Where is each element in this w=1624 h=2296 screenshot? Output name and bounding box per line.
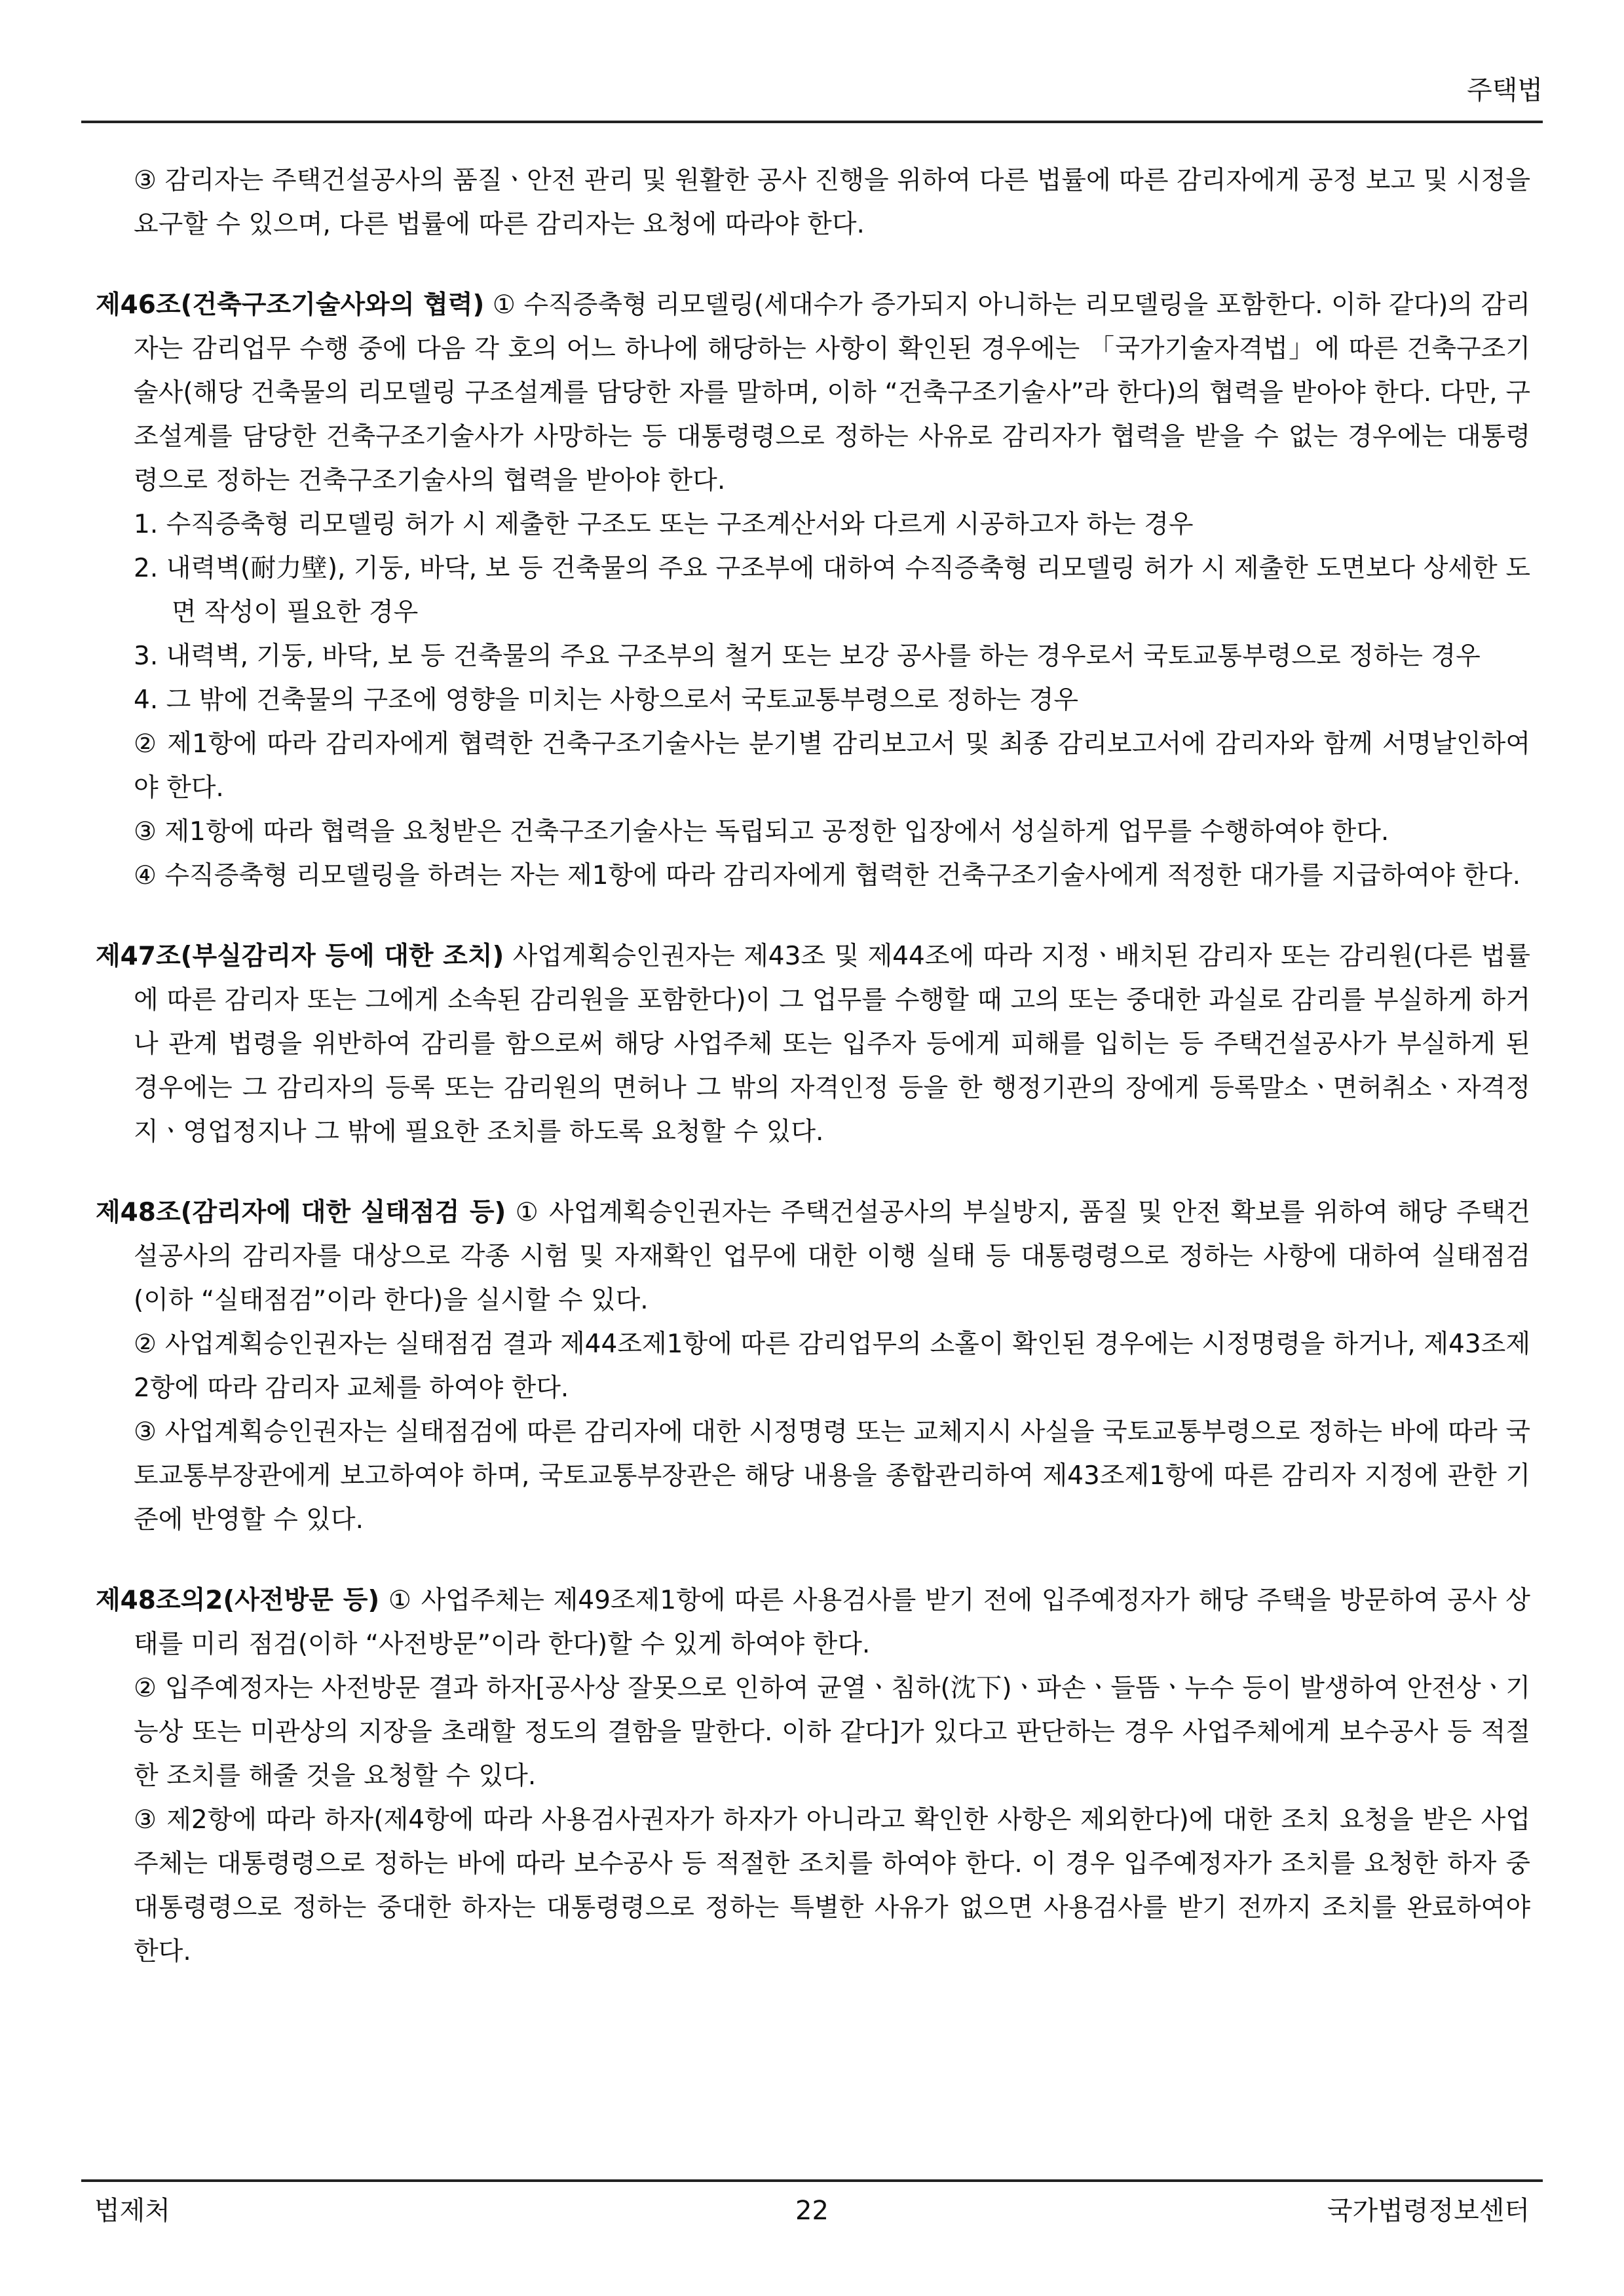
article-title: 제46조(건축구조기술사와의 협력) — [96, 290, 485, 320]
list-item: 3. 내력벽, 기둥, 바닥, 보 등 건축물의 주요 구조부의 철거 또는 보강 공사를 하는 경우로서 국토교통부령으로 정하는 경우 — [134, 641, 1481, 671]
paragraph: ② 제1항에 따라 감리자에게 협력한 건축구조기술사는 분기별 감리보고서 및 최종 감리보고서에 감리자와 함께 서명날인하여야 한다. — [134, 729, 1530, 803]
article-body: ① 수직증축형 리모델링(세대수가 증가되지 아니하는 리모델링을 포함한다. 이하 같다)의 감리자는 감리업무 수행 중에 다음 각 호의 어느 하나에 해당하는 사항이 확인된 경우에는 「국가기술자격법」에 따른 건축구조기술사(해당 건축물의 리모델링 구조설계를 담당한 자를 말하며, 이하 “건축구조기술사”라 한다)의 협력을 받아야 한다. 다만, 구조설계를 담당한 건축구조기술사가 사망하는 등 대통령령으로 정하는 사유로 감리자가 협력을 받을 수 없는 경우에는 대통령령으로 정하는 건축구조기술사의 협력을 받아야 한다. — [134, 290, 1531, 495]
paragraph: ③ 제1항에 따라 협력을 요청받은 건축구조기술사는 독립되고 공정한 입장에서 성실하게 업무를 수행하여야 한다. — [134, 817, 1389, 847]
paragraph: ② 사업계획승인권자는 실태점검 결과 제44조제1항에 따른 감리업무의 소홀이 확인된 경우에는 시정명령을 하거나, 제43조제2항에 따라 감리자 교체를 하여야 한다. — [134, 1330, 1530, 1403]
paragraph: ② 입주예정자는 사전방문 결과 하자[공사상 잘못으로 인하여 균열ㆍ침하(沈下)ㆍ파손ㆍ들뜸ㆍ누수 등이 발생하여 안전상ㆍ기능상 또는 미관상의 지장을 초래할 정도의 결함을 말한다. 이하 같다]가 있다고 판단하는 경우 사업주체에게 보수공사 등 적절한 조치를 해줄 것을 요청할 수 있다. — [134, 1674, 1530, 1791]
list-item: 1. 수직증축형 리모델링 허가 시 제출한 구조도 또는 구조계산서와 다르게 시공하고자 하는 경우 — [134, 510, 1194, 539]
footer-source: 국가법령정보센터 — [1327, 2196, 1530, 2226]
article-title: 제47조(부실감리자 등에 대한 조치) — [96, 942, 504, 971]
article-title: 제48조의2(사전방문 등) — [96, 1586, 380, 1615]
article-46 — [96, 283, 1530, 503]
header-rule — [81, 121, 1543, 123]
article-47 — [96, 934, 1530, 1154]
list-item: 4. 그 밖에 건축물의 구조에 영향을 미치는 사항으로서 국토교통부령으로 정하는 경우 — [134, 685, 1079, 715]
paragraph: ④ 수직증축형 리모델링을 하려는 자는 제1항에 따라 감리자에게 협력한 건축구조기술사에게 적정한 대가를 지급하여야 한다. — [134, 861, 1521, 890]
article-body: ① 사업주체는 제49조제1항에 따른 사용검사를 받기 전에 입주예정자가 해당 주택을 방문하여 공사 상태를 미리 점검(이하 “사전방문”이라 한다)할 수 있게 하여야 한다. — [134, 1586, 1530, 1659]
article-48 — [96, 1191, 1530, 1322]
article-body: ① 사업계획승인권자는 주택건설공사의 부실방지, 품질 및 안전 확보를 위하여 해당 주택건설공사의 감리자를 대상으로 각종 시험 및 자재확인 업무에 대한 이행 실태 등 대통령령으로 정하는 사항에 대하여 실태점검(이하 “실태점검”이라 한다)을 실시할 수 있다. — [134, 1198, 1530, 1315]
page-number: 22 — [795, 2196, 829, 2226]
paragraph: ③ 사업계획승인권자는 실태점검에 따른 감리자에 대한 시정명령 또는 교체지시 사실을 국토교통부령으로 정하는 바에 따라 국토교통부장관에게 보고하여야 하며, 국토교통부장관은 해당 내용을 종합관리하여 제43조제1항에 따른 감리자 지정에 관한 기준에 반영할 수 있다. — [134, 1417, 1530, 1535]
document-body — [96, 159, 1530, 1974]
list-item: 2. 내력벽(耐力壁), 기둥, 바닥, 보 등 건축물의 주요 구조부에 대하여 수직증축형 리모델링 허가 시 제출한 도면보다 상세한 도면 작성이 필요한 경우 — [134, 554, 1530, 627]
paragraph: ③ 감리자는 주택건설공사의 품질ㆍ안전 관리 및 원활한 공사 진행을 위하여 다른 법률에 따른 감리자에게 공정 보고 및 시정을 요구할 수 있으며, 다른 법률에 따른 감리자는 요청에 따라야 한다. — [134, 166, 1530, 239]
paragraph: ③ 제2항에 따라 하자(제4항에 따라 사용검사권자가 하자가 아니라고 확인한 사항은 제외한다)에 대한 조치 요청을 받은 사업주체는 대통령령으로 정하는 바에 따라 보수공사 등 적절한 조치를 하여야 한다. 이 경우 입주예정자가 조치를 요청한 하자 중 대통령령으로 정하는 중대한 하자는 대통령령으로 정하는 특별한 사유가 없으면 사용검사를 받기 전까지 조치를 완료하여야 한다. — [134, 1805, 1530, 1966]
header-title: 주택법 — [1467, 75, 1543, 105]
article-48-2 — [96, 1578, 1530, 1666]
footer-publisher: 법제처 — [94, 2196, 170, 2226]
article-title: 제48조(감리자에 대한 실태점검 등) — [96, 1198, 506, 1227]
footer-rule — [81, 2179, 1543, 2182]
article-body: 사업계획승인권자는 제43조 및 제44조에 따라 지정ㆍ배치된 감리자 또는 감리원(다른 법률에 따른 감리자 또는 그에게 소속된 감리원을 포함한다)이 그 업무를 수행할 때 고의 또는 중대한 과실로 감리를 부실하게 하거나 관계 법령을 위반하여 감리를 함으로써 해당 사업주체 또는 입주자 등에게 피해를 입히는 등 주택건설공사가 부실하게 된 경우에는 그 감리자의 등록 또는 감리원의 면허나 그 밖의 자격인정 등을 한 행정기관의 장에게 등록말소ㆍ면허취소ㆍ자격정지ㆍ영업정지나 그 밖에 필요한 조치를 하도록 요청할 수 있다. — [134, 942, 1531, 1147]
